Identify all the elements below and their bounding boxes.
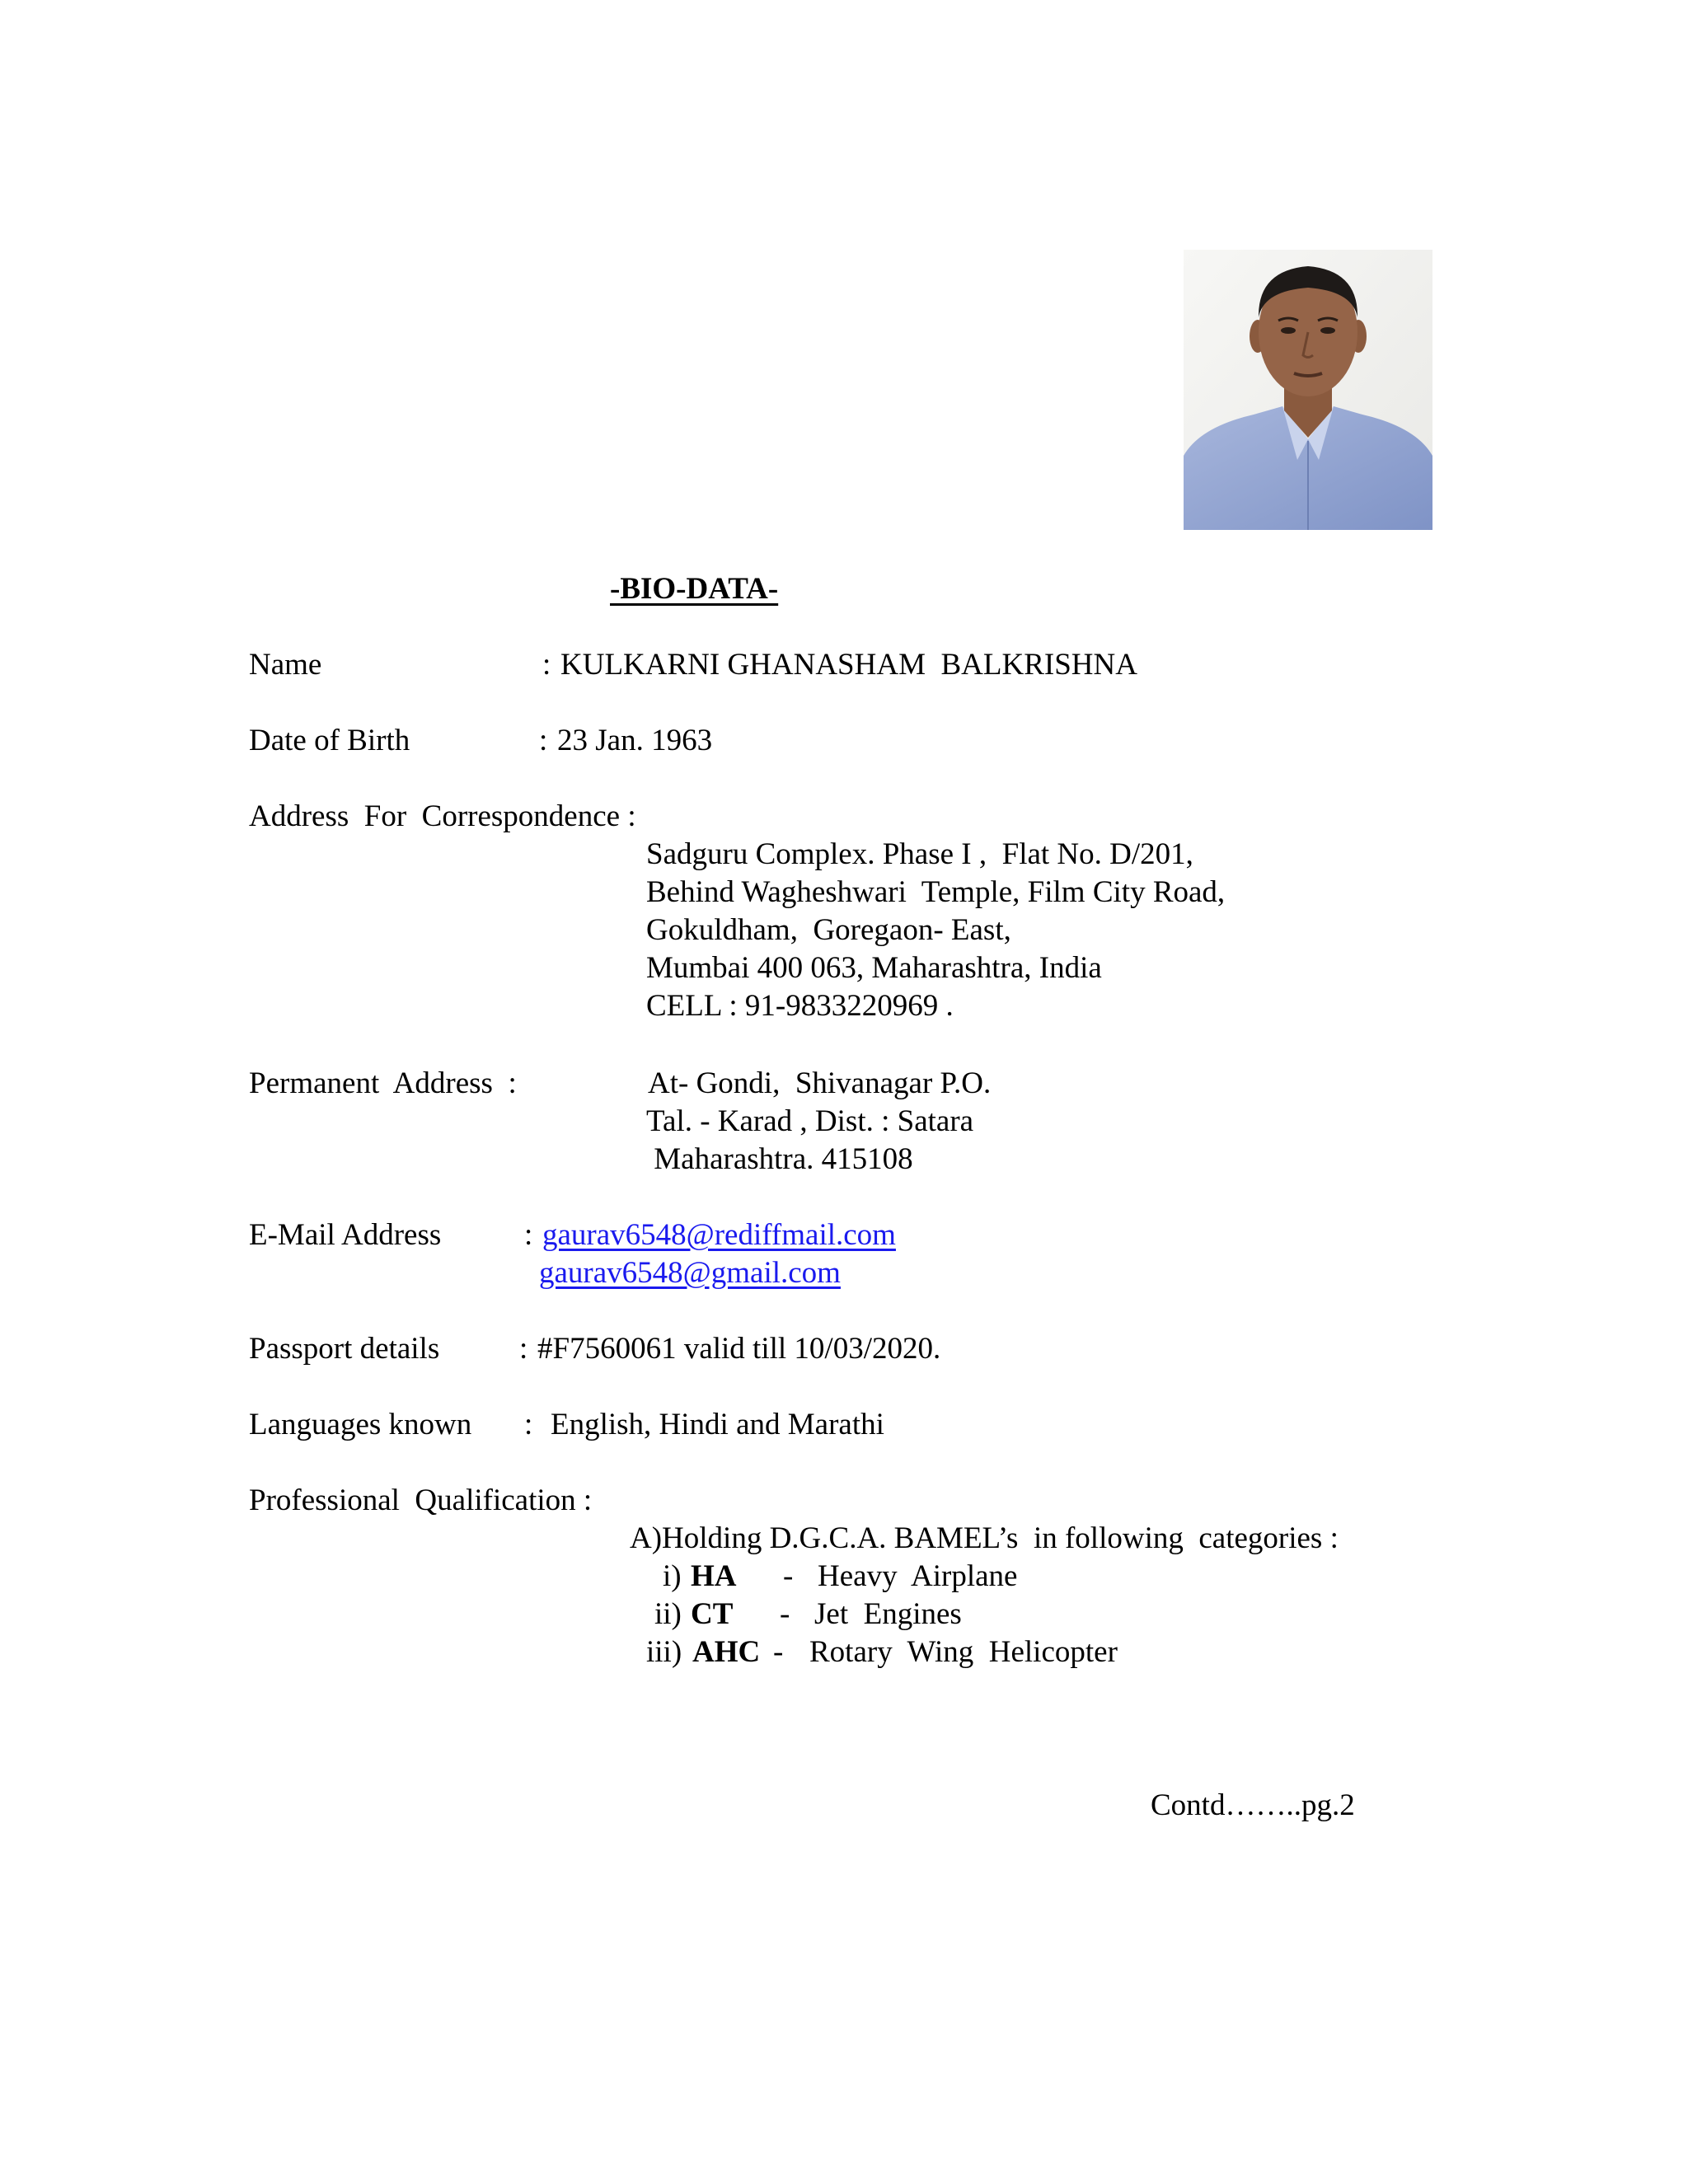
cell-number: CELL : 91-9833220969 . <box>646 989 954 1023</box>
correspondence-address-line: Gokuldham, Goregaon- East, <box>646 913 1011 947</box>
category-description: Heavy Airplane <box>818 1559 1018 1593</box>
category-code: CT <box>691 1597 734 1631</box>
name-sep: : <box>542 648 551 682</box>
qualification-heading: A)Holding D.G.C.A. BAMEL’s in following categories : <box>630 1521 1339 1555</box>
passport-label: Passport details <box>249 1332 440 1366</box>
permanent-address-line: Tal. - Karad , Dist. : Satara <box>646 1104 974 1138</box>
languages-sep: : <box>524 1408 533 1441</box>
category-description: Jet Engines <box>814 1597 962 1631</box>
languages-value: English, Hindi and Marathi <box>551 1408 884 1441</box>
dob-value: 23 Jan. 1963 <box>557 724 713 757</box>
category-dash: - <box>780 1597 790 1631</box>
permanent-address-line: At- Gondi, Shivanagar P.O. <box>648 1066 992 1100</box>
category-code: AHC <box>692 1635 761 1669</box>
languages-label: Languages known <box>249 1408 472 1441</box>
dob-sep: : <box>539 724 548 757</box>
person-photo-icon <box>1184 250 1432 530</box>
correspondence-address-line: Mumbai 400 063, Maharashtra, India <box>646 951 1102 985</box>
continued-note: Contd……..pg.2 <box>1151 1788 1355 1822</box>
name-label: Name <box>249 648 322 682</box>
dob-label: Date of Birth <box>249 724 410 757</box>
email-sep: : <box>524 1218 533 1252</box>
profile-photo <box>1184 250 1432 530</box>
permanent-address-label: Permanent Address : <box>249 1066 517 1100</box>
email-label: E-Mail Address <box>249 1218 442 1252</box>
correspondence-address-line: Behind Wagheshwari Temple, Film City Road, <box>646 875 1226 909</box>
category-number: ii) <box>654 1597 682 1631</box>
email-link-rediffmail[interactable]: gaurav6548@rediffmail.com <box>542 1218 896 1252</box>
category-code: HA <box>691 1559 737 1593</box>
category-dash: - <box>783 1559 794 1593</box>
page-title: -BIO-DATA- <box>610 572 779 606</box>
category-dash: - <box>773 1635 784 1669</box>
permanent-address-line: Maharashtra. 415108 <box>646 1142 913 1176</box>
category-description: Rotary Wing Helicopter <box>809 1635 1118 1669</box>
name-value: KULKARNI GHANASHAM BALKRISHNA <box>560 648 1137 682</box>
correspondence-address-label: Address For Correspondence : <box>249 799 636 833</box>
email-link-gmail[interactable]: gaurav6548@gmail.com <box>539 1256 841 1290</box>
qualification-label: Professional Qualification : <box>249 1483 593 1517</box>
category-number: iii) <box>646 1635 682 1669</box>
category-number: i) <box>663 1559 682 1593</box>
passport-value: #F7560061 valid till 10/03/2020. <box>537 1332 941 1366</box>
correspondence-address-line: Sadguru Complex. Phase I , Flat No. D/201, <box>646 837 1193 871</box>
passport-sep: : <box>519 1332 528 1366</box>
